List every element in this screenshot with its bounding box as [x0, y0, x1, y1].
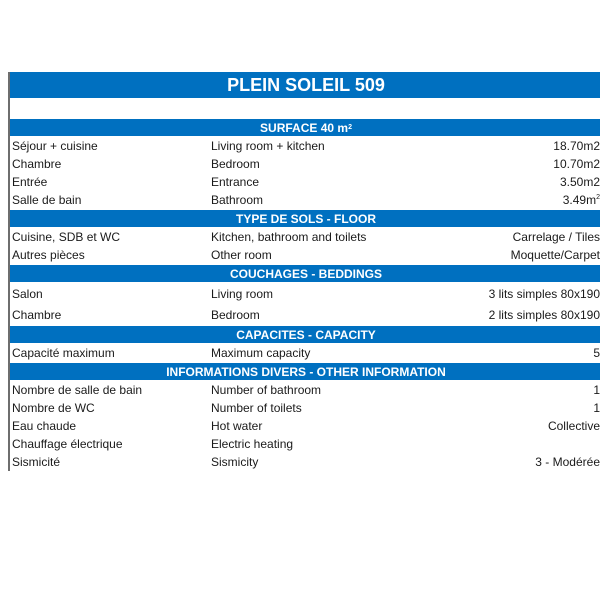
label-en: Kitchen, bathroom and toilets	[211, 230, 367, 244]
label-fr: Chambre	[12, 157, 62, 171]
label-fr: Salle de bain	[12, 193, 82, 207]
section-label: CAPACITES - CAPACITY	[236, 327, 376, 342]
section-header-surface: SURFACE 40 m 2	[10, 118, 600, 137]
table-row	[10, 344, 600, 362]
label-en: Hot water	[211, 419, 263, 433]
label-en: Electric heating	[211, 437, 294, 451]
label-fr: Salon	[12, 286, 43, 301]
label-fr: Séjour + cuisine	[12, 139, 98, 153]
value: Moquette/Carpet	[510, 248, 600, 262]
value-cell	[563, 193, 600, 207]
table-row	[10, 417, 600, 435]
label-fr: Capacité maximum	[12, 346, 115, 360]
label-fr: Autres pièces	[12, 248, 85, 262]
table-row	[10, 435, 600, 453]
label-en: Number of bathroom	[211, 383, 322, 397]
label-fr: Cuisine, SDB et WC	[12, 230, 121, 244]
label-fr: Entrée	[12, 175, 48, 189]
table-row	[10, 283, 600, 304]
table-row	[10, 399, 600, 417]
value: 3 - Modérée	[535, 455, 600, 469]
section-label: TYPE DE SOLS - FLOOR	[235, 211, 376, 226]
table-row	[10, 381, 600, 399]
value: 3 lits simples 80x190	[488, 286, 600, 301]
value: Collective	[547, 419, 600, 433]
label-en: Bathroom	[211, 193, 264, 207]
section-header-capacity	[10, 325, 600, 344]
section-label: INFORMATIONS DIVERS - OTHER INFORMATION	[166, 364, 446, 379]
label-fr: Sismicité	[12, 455, 61, 469]
table-row	[10, 246, 600, 264]
section-label: SURFACE 40 m	[260, 120, 349, 135]
value: 3.50m2	[559, 175, 600, 189]
section-header-floor	[10, 209, 600, 228]
table-row	[10, 173, 600, 191]
page-title	[10, 72, 600, 100]
section-header-other-information	[10, 362, 600, 381]
table-row	[10, 137, 600, 155]
value: 1	[593, 401, 600, 415]
table-row	[10, 191, 600, 209]
value: 1	[593, 383, 600, 397]
section-header-beddings	[10, 264, 600, 283]
table-row	[10, 453, 600, 471]
label-fr: Chambre	[12, 307, 62, 322]
section-label: COUCHAGES - BEDDINGS	[229, 266, 382, 281]
value: Carrelage / Tiles	[512, 230, 600, 244]
label-en: Living room	[211, 286, 274, 301]
label-en: Living room + kitchen	[211, 139, 325, 153]
label-en: Number of toilets	[211, 401, 302, 415]
table-row	[10, 155, 600, 173]
label-fr: Eau chaude	[12, 419, 77, 433]
table-row	[10, 304, 600, 325]
value: 3.49m	[562, 193, 597, 207]
label-en: Bedroom	[211, 157, 260, 171]
label-en: Entrance	[211, 175, 260, 189]
label-fr: Nombre de salle de bain	[12, 383, 143, 397]
superscript: 2	[596, 194, 600, 201]
value: 5	[593, 346, 600, 360]
label-en: Sismicity	[211, 455, 259, 469]
label-en: Other room	[211, 248, 272, 262]
label-en: Bedroom	[211, 307, 260, 322]
label-en: Maximum capacity	[211, 346, 311, 360]
property-sheet	[8, 72, 600, 471]
value: 10.70m2	[553, 157, 600, 171]
table-row	[10, 228, 600, 246]
value: 18.70m2	[553, 139, 600, 153]
page-title-text: PLEIN SOLEIL 509	[227, 74, 385, 95]
label-fr: Nombre de WC	[12, 401, 95, 415]
label-fr: Chauffage électrique	[12, 437, 123, 451]
value: 2 lits simples 80x190	[488, 307, 600, 322]
spacer-row	[10, 100, 600, 118]
